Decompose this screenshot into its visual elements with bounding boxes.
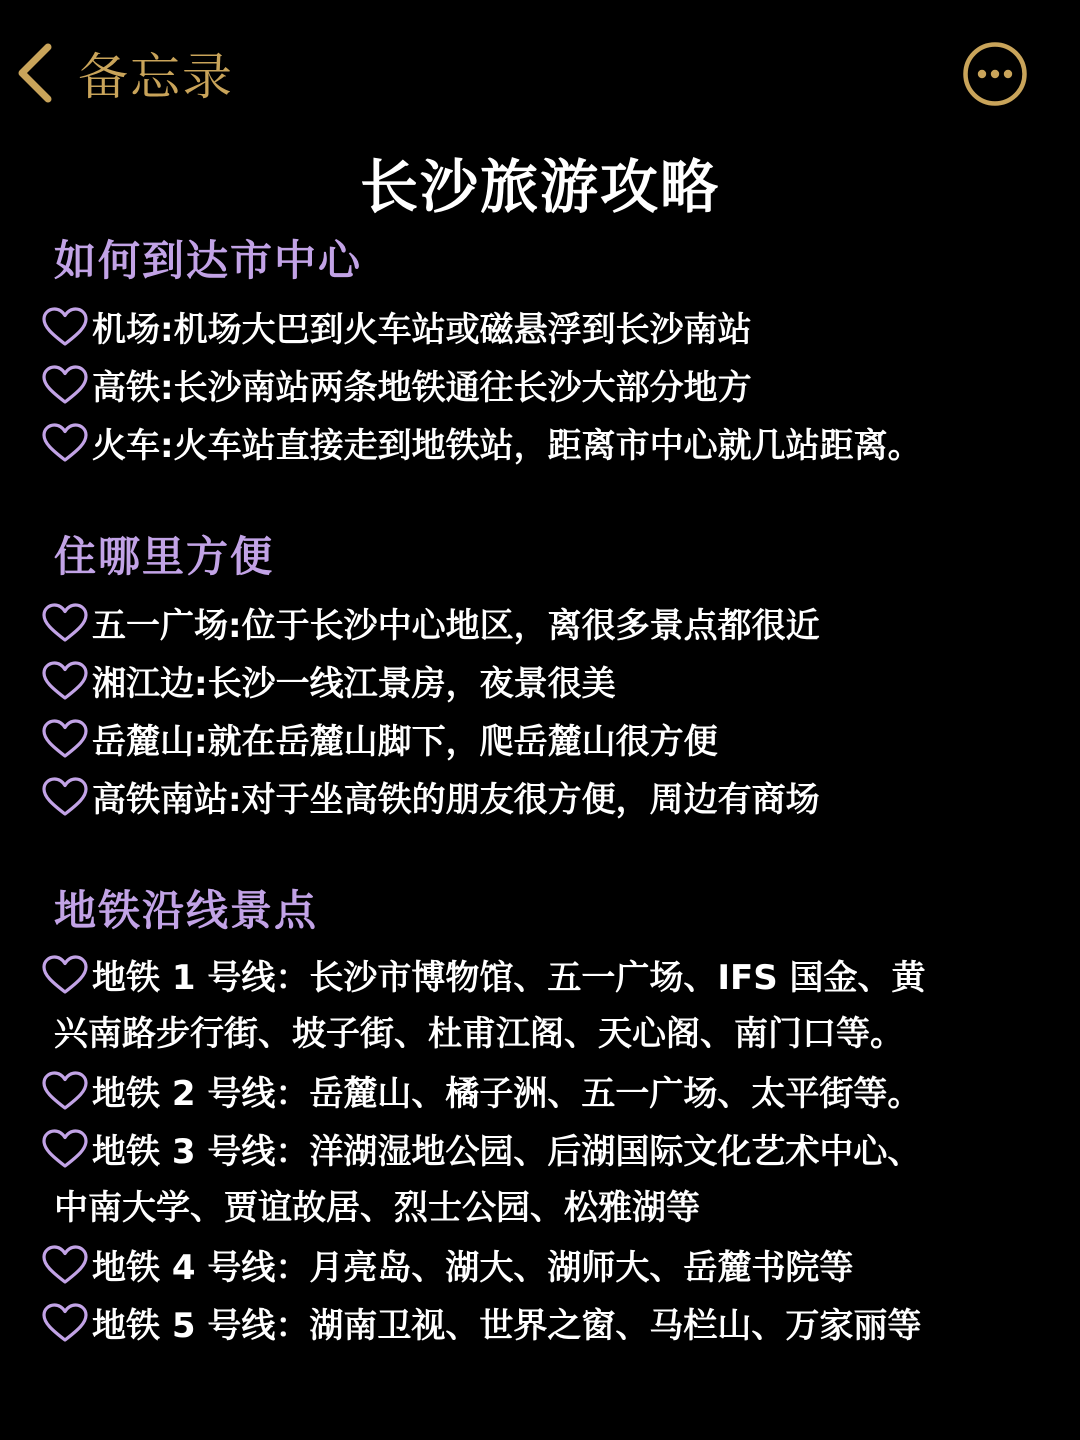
heart-icon — [40, 1129, 90, 1169]
more-horizontal-icon — [962, 41, 1028, 107]
heart-icon — [40, 307, 90, 347]
list-item-text: 高铁南站:对于坐高铁的朋友很方便，周边有商场 — [92, 780, 820, 820]
list-item-text: 地铁 2 号线：岳麓山、橘子洲、五一广场、太平街等。 — [92, 1074, 922, 1114]
back-label: 备忘录 — [78, 48, 234, 106]
heart-icon — [40, 661, 90, 701]
list-item — [40, 360, 1050, 416]
heart-icon — [40, 423, 90, 463]
list-item-text: 地铁 3 号线：洋湖湿地公园、后湖国际文化艺术中心、 — [92, 1132, 922, 1172]
list-item-text: 地铁 1 号线：长沙市博物馆、五一广场、IFS 国金、黄 — [92, 958, 926, 998]
section-heading: 地铁沿线景点 — [54, 886, 319, 935]
more-options-button[interactable] — [962, 41, 1028, 107]
list-item-text: 湘江边:长沙一线江景房，夜景很美 — [92, 664, 616, 704]
list-item-text: 火车:火车站直接走到地铁站，距离市中心就几站距离。 — [92, 426, 922, 466]
note-title: 长沙旅游攻略 — [359, 153, 720, 221]
list-item-text: 岳麓山:就在岳麓山脚下，爬岳麓山很方便 — [92, 722, 718, 762]
list-item-text: 高铁:长沙南站两条地铁通往长沙大部分地方 — [92, 368, 752, 408]
list-item-continuation: 兴南路步行街、坡子街、杜甫江阁、天心阁、南门口等。 — [54, 1014, 904, 1054]
back-button[interactable] — [14, 38, 234, 108]
section-heading: 住哪里方便 — [54, 532, 275, 581]
section-heading: 如何到达市中心 — [54, 236, 363, 285]
heart-icon — [40, 365, 90, 405]
list-item — [40, 1066, 1050, 1122]
heart-icon — [40, 1245, 90, 1285]
list-item — [40, 714, 1050, 770]
heart-icon — [40, 603, 90, 643]
list-item — [40, 1240, 1050, 1296]
chevron-left-icon — [14, 41, 56, 105]
list-item-text: 机场:机场大巴到火车站或磁悬浮到长沙南站 — [92, 310, 752, 350]
heart-icon — [40, 719, 90, 759]
list-item — [40, 302, 1050, 358]
list-item — [40, 418, 1050, 474]
heart-icon — [40, 1071, 90, 1111]
heart-icon — [40, 1303, 90, 1343]
heart-icon — [40, 777, 90, 817]
list-item-text: 地铁 5 号线：湖南卫视、世界之窗、马栏山、万家丽等 — [92, 1306, 922, 1346]
list-item-text: 地铁 4 号线：月亮岛、湖大、湖师大、岳麓书院等 — [92, 1248, 854, 1288]
list-item-continuation: 中南大学、贾谊故居、烈士公园、松雅湖等 — [54, 1188, 700, 1228]
list-item — [40, 1298, 1050, 1354]
list-item — [40, 598, 1050, 654]
list-item — [40, 656, 1050, 712]
list-item — [40, 950, 1050, 1062]
list-item-text: 五一广场:位于长沙中心地区，离很多景点都很近 — [92, 606, 820, 646]
top-nav-bar — [0, 0, 1080, 130]
heart-icon — [40, 955, 90, 995]
list-item — [40, 1124, 1050, 1236]
list-item — [40, 772, 1050, 828]
